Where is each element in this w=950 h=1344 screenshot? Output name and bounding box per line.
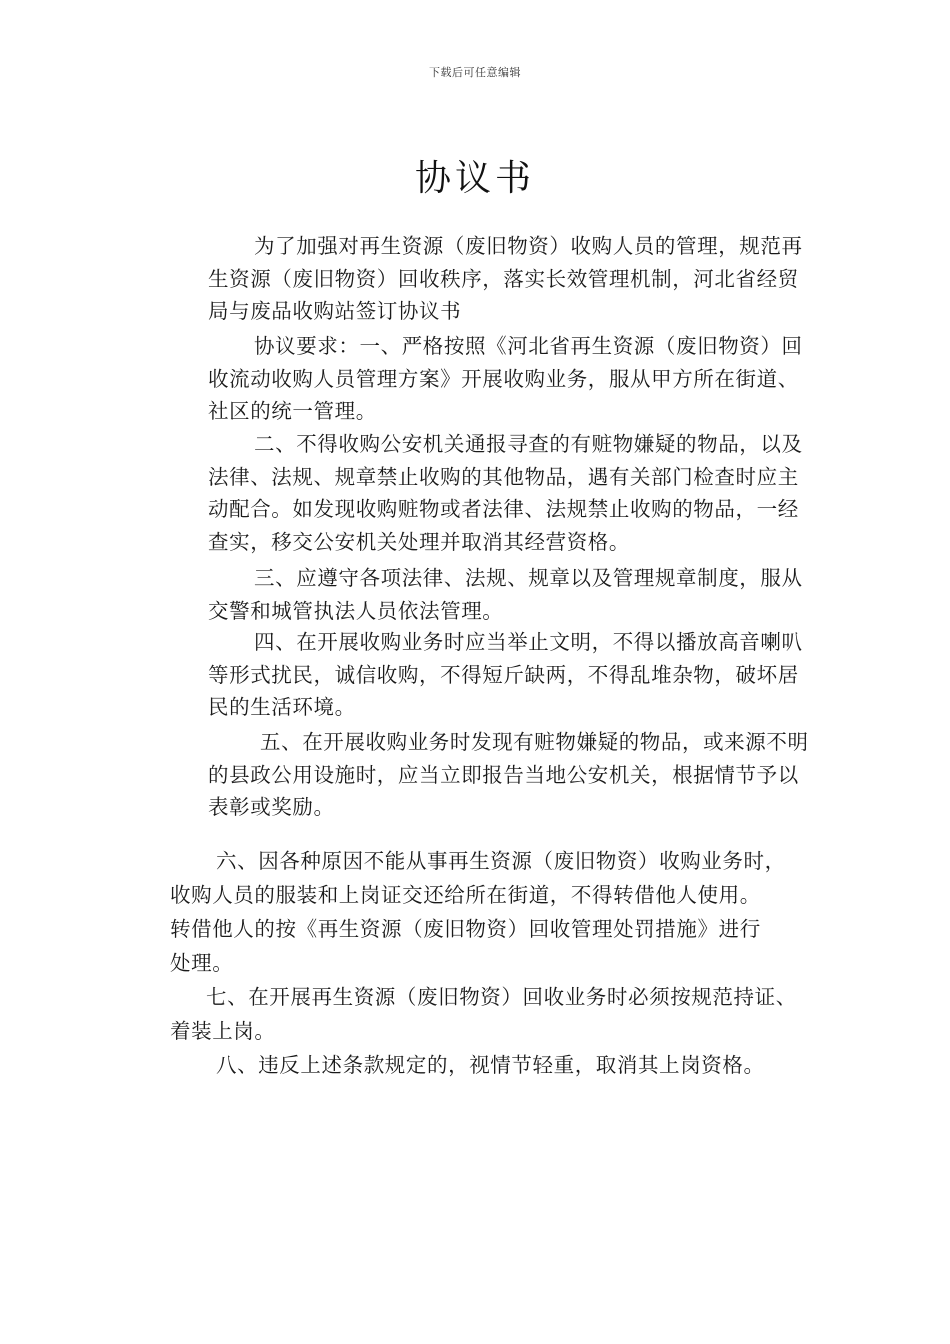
- paragraph-line: 表彰或奖励。: [208, 795, 335, 819]
- paragraph-line: 八、违反上述条款规定的，视情节轻重，取消其上岗资格。: [216, 1053, 765, 1077]
- paragraph-requirement-8: [170, 1048, 765, 1082]
- paragraph-requirement-1: [208, 330, 803, 428]
- document-title: 协议书: [414, 158, 535, 199]
- paragraph-line: 生资源（废旧物资）回收秩序，落实长效管理机制，河北省经贸: [208, 266, 799, 291]
- paragraph-line: 社区的统一管理。: [208, 399, 377, 423]
- paragraph-requirement-5: [208, 726, 809, 824]
- paragraph-line: 的县政公用设施时，应当立即报告当地公安机关，根据情节予以: [208, 762, 799, 787]
- paragraph-line: 法律、法规、规章禁止收购的其他物品，遇有关部门检查时应主: [208, 464, 799, 489]
- paragraph-requirement-2: [208, 428, 803, 558]
- paragraph-line: 处理。: [170, 951, 234, 975]
- paragraph-requirement-6: [170, 844, 786, 980]
- paragraph-requirement-7: [170, 980, 797, 1048]
- paragraph-line: 动配合。如发现收购赃物或者法律、法规禁止收购的物品，一经: [208, 497, 799, 521]
- paragraph-line: 等形式扰民，诚信收购，不得短斤缺两，不得乱堆杂物，破坏居: [208, 662, 799, 687]
- paragraph-line: 五、在开展收购业务时发现有赃物嫌疑的物品，或来源不明: [260, 730, 809, 754]
- paragraph-line: 收购人员的服装和上岗证交还给所在街道，不得转借他人使用。: [170, 883, 761, 907]
- header-note: 下载后可任意编辑: [429, 66, 521, 79]
- paragraph-line: 交警和城管执法人员依法管理。: [208, 598, 504, 623]
- paragraph-line: 七、在开展再生资源（废旧物资）回收业务时必须按规范持证、: [206, 985, 797, 1009]
- paragraph-line: 六、因各种原因不能从事再生资源（废旧物资）收购业务时，: [216, 849, 786, 873]
- paragraph-line: 民的生活环境。: [208, 695, 356, 719]
- paragraph-line: 协议要求：一、严格按照《河北省再生资源（废旧物资）回: [254, 334, 803, 358]
- paragraph-line: 收流动收购人员管理方案》开展收购业务，服从甲方所在街道、: [208, 366, 799, 391]
- paragraph-requirement-4: [208, 626, 803, 724]
- paragraph-intro: [208, 230, 803, 328]
- paragraph-line: 查实，移交公安机关处理并取消其经营资格。: [208, 529, 630, 554]
- paragraph-line: 转借他人的按《再生资源（废旧物资）回收管理处罚措施》进行: [170, 917, 761, 941]
- paragraph-line: 局与废品收购站签订协议书: [208, 299, 462, 323]
- paragraph-requirement-3: [208, 562, 803, 627]
- paragraph-line: 二、不得收购公安机关通报寻查的有赃物嫌疑的物品，以及: [254, 432, 803, 456]
- paragraph-line: 三、应遵守各项法律、法规、规章以及管理规章制度，服从: [254, 566, 803, 590]
- paragraph-line: 为了加强对再生资源（废旧物资）收购人员的管理，规范再: [254, 234, 803, 258]
- paragraph-line: 四、在开展收购业务时应当举止文明，不得以播放高音喇叭: [254, 630, 803, 654]
- paragraph-line: 着装上岗。: [170, 1019, 276, 1043]
